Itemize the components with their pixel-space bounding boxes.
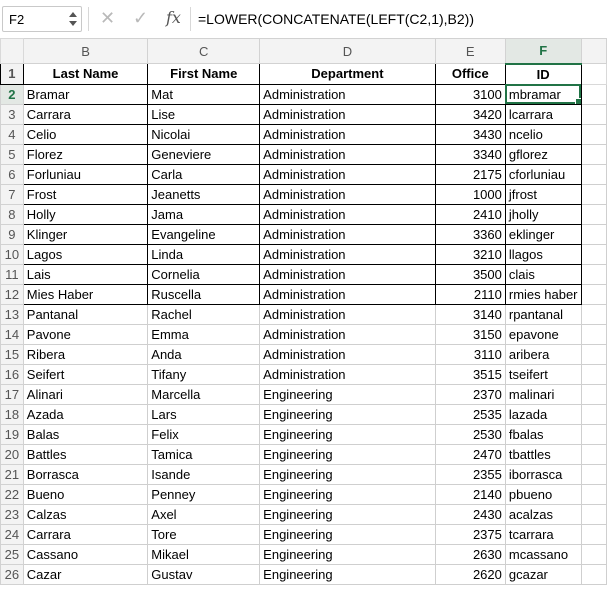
formula-bar-divider — [88, 7, 89, 31]
column-header-empty[interactable] — [581, 39, 607, 64]
table-row — [1, 344, 607, 364]
header-cell[interactable]: ID — [505, 64, 581, 85]
office-cell[interactable]: 2110 — [435, 284, 505, 304]
office-cell[interactable]: 3500 — [435, 264, 505, 284]
empty-cell[interactable] — [581, 284, 607, 304]
row-header[interactable]: 14 — [1, 324, 24, 344]
office-cell[interactable]: 2470 — [435, 444, 505, 464]
spreadsheet-grid — [0, 38, 607, 585]
row-header[interactable]: 16 — [1, 364, 24, 384]
last-name-cell[interactable]: Alinari — [23, 384, 148, 404]
empty-cell[interactable] — [581, 304, 607, 324]
row-header[interactable]: 6 — [1, 164, 24, 184]
department-cell[interactable]: Engineering — [260, 384, 435, 404]
department-cell[interactable]: Administration — [260, 184, 435, 204]
header-cell[interactable]: Office — [435, 64, 505, 85]
id-cell[interactable]: pbueno — [505, 484, 581, 504]
row-header[interactable]: 15 — [1, 344, 24, 364]
row-header[interactable]: 19 — [1, 424, 24, 444]
first-name-cell[interactable]: Marcella — [148, 384, 260, 404]
row-header[interactable]: 20 — [1, 444, 24, 464]
last-name-cell[interactable]: Celio — [23, 124, 148, 144]
last-name-cell[interactable]: Lais — [23, 264, 148, 284]
row-header[interactable]: 22 — [1, 484, 24, 504]
office-cell[interactable]: 2355 — [435, 464, 505, 484]
office-cell[interactable]: 2535 — [435, 404, 505, 424]
office-cell[interactable]: 3100 — [435, 84, 505, 104]
empty-cell[interactable] — [581, 544, 607, 564]
empty-cell[interactable] — [581, 64, 607, 85]
name-box-value: F2 — [9, 12, 25, 27]
row-header[interactable]: 11 — [1, 264, 24, 284]
office-cell[interactable]: 3110 — [435, 344, 505, 364]
office-cell[interactable]: 3360 — [435, 224, 505, 244]
table-row — [1, 404, 607, 424]
name-box[interactable] — [2, 6, 82, 32]
id-cell[interactable]: tseifert — [505, 364, 581, 384]
column-header[interactable]: D — [260, 39, 435, 64]
formula-bar — [0, 0, 607, 39]
id-cell[interactable]: malinari — [505, 384, 581, 404]
table-row — [1, 564, 607, 584]
id-cell[interactable]: tbattles — [505, 444, 581, 464]
last-name-cell[interactable]: Forluniau — [23, 164, 148, 184]
first-name-cell[interactable]: Evangeline — [148, 224, 260, 244]
office-cell[interactable]: 3140 — [435, 304, 505, 324]
table-row — [1, 224, 607, 244]
first-name-cell[interactable]: Penney — [148, 484, 260, 504]
table-row — [1, 384, 607, 404]
office-cell[interactable]: 1000 — [435, 184, 505, 204]
empty-cell[interactable] — [581, 84, 607, 104]
last-name-cell[interactable]: Cassano — [23, 544, 148, 564]
first-name-cell[interactable]: Anda — [148, 344, 260, 364]
office-cell[interactable]: 2375 — [435, 524, 505, 544]
id-cell[interactable]: rpantanal — [505, 304, 581, 324]
id-cell[interactable]: eklinger — [505, 224, 581, 244]
id-cell[interactable]: mcassano — [505, 544, 581, 564]
insert-function-icon[interactable]: fx — [166, 8, 181, 27]
empty-cell[interactable] — [581, 384, 607, 404]
row-header[interactable]: 5 — [1, 144, 24, 164]
id-cell[interactable]: jholly — [505, 204, 581, 224]
table-row — [1, 124, 607, 144]
id-cell[interactable]: acalzas — [505, 504, 581, 524]
department-cell[interactable]: Engineering — [260, 504, 435, 524]
last-name-cell[interactable]: Battles — [23, 444, 148, 464]
department-cell[interactable]: Administration — [260, 284, 435, 304]
row-header[interactable]: 21 — [1, 464, 24, 484]
department-cell[interactable]: Administration — [260, 104, 435, 124]
id-cell[interactable]: epavone — [505, 324, 581, 344]
row-header[interactable]: 4 — [1, 124, 24, 144]
table-row — [1, 364, 607, 384]
office-cell[interactable]: 3150 — [435, 324, 505, 344]
table-row — [1, 284, 607, 304]
table-row — [1, 264, 607, 284]
empty-cell[interactable] — [581, 164, 607, 184]
empty-cell[interactable] — [581, 144, 607, 164]
id-cell[interactable]: clais — [505, 264, 581, 284]
first-name-cell[interactable]: Mat — [148, 84, 260, 104]
last-name-cell[interactable]: Florez — [23, 144, 148, 164]
id-cell[interactable]: lazada — [505, 404, 581, 424]
empty-cell[interactable] — [581, 444, 607, 464]
row-header[interactable]: 12 — [1, 284, 24, 304]
last-name-cell[interactable]: Seifert — [23, 364, 148, 384]
row-header[interactable]: 18 — [1, 404, 24, 424]
empty-cell[interactable] — [581, 464, 607, 484]
row-header[interactable]: 8 — [1, 204, 24, 224]
id-cell[interactable]: fbalas — [505, 424, 581, 444]
row-header[interactable]: 26 — [1, 564, 24, 584]
department-cell[interactable]: Administration — [260, 364, 435, 384]
department-cell[interactable]: Administration — [260, 144, 435, 164]
id-cell[interactable]: aribera — [505, 344, 581, 364]
table-row — [1, 464, 607, 484]
row-header[interactable]: 25 — [1, 544, 24, 564]
id-cell[interactable]: cforluniau — [505, 164, 581, 184]
department-cell[interactable]: Engineering — [260, 544, 435, 564]
empty-cell[interactable] — [581, 564, 607, 584]
last-name-cell[interactable]: Carrara — [23, 524, 148, 544]
office-cell[interactable]: 3340 — [435, 144, 505, 164]
department-cell[interactable]: Administration — [260, 224, 435, 244]
last-name-cell[interactable]: Cazar — [23, 564, 148, 584]
row-header[interactable]: 10 — [1, 244, 24, 264]
first-name-cell[interactable]: Mikael — [148, 544, 260, 564]
first-name-cell[interactable]: Jama — [148, 204, 260, 224]
first-name-cell[interactable]: Carla — [148, 164, 260, 184]
id-cell[interactable]: gflorez — [505, 144, 581, 164]
office-cell[interactable]: 2620 — [435, 564, 505, 584]
empty-cell[interactable] — [581, 264, 607, 284]
id-cell[interactable]: tcarrara — [505, 524, 581, 544]
column-header-row — [1, 39, 607, 64]
department-cell[interactable]: Administration — [260, 344, 435, 364]
first-name-cell[interactable]: Tamica — [148, 444, 260, 464]
row-header[interactable]: 13 — [1, 304, 24, 324]
id-cell[interactable]: gcazar — [505, 564, 581, 584]
first-name-cell[interactable]: Tifany — [148, 364, 260, 384]
column-header[interactable]: B — [23, 39, 148, 64]
fill-handle[interactable] — [575, 98, 582, 105]
formula-bar-divider — [190, 7, 191, 31]
department-cell[interactable]: Engineering — [260, 564, 435, 584]
empty-cell[interactable] — [581, 404, 607, 424]
first-name-cell[interactable]: Emma — [148, 324, 260, 344]
empty-cell[interactable] — [581, 204, 607, 224]
table-row — [1, 104, 607, 124]
table-row — [1, 444, 607, 464]
table-row — [1, 484, 607, 504]
department-cell[interactable]: Administration — [260, 324, 435, 344]
department-cell[interactable]: Administration — [260, 244, 435, 264]
last-name-cell[interactable]: Azada — [23, 404, 148, 424]
first-name-cell[interactable]: Ruscella — [148, 284, 260, 304]
department-cell[interactable]: Engineering — [260, 444, 435, 464]
id-cell[interactable]: jfrost — [505, 184, 581, 204]
table-row — [1, 204, 607, 224]
table-row — [1, 244, 607, 264]
last-name-cell[interactable]: Ribera — [23, 344, 148, 364]
empty-cell[interactable] — [581, 484, 607, 504]
table-row — [1, 144, 607, 164]
select-all-corner[interactable] — [1, 39, 24, 64]
first-name-cell[interactable]: Nicolai — [148, 124, 260, 144]
table-row — [1, 524, 607, 544]
department-cell[interactable]: Administration — [260, 164, 435, 184]
row-header[interactable]: 9 — [1, 224, 24, 244]
empty-cell[interactable] — [581, 424, 607, 444]
department-cell[interactable]: Engineering — [260, 424, 435, 444]
empty-cell[interactable] — [581, 524, 607, 544]
selected-cell[interactable]: mbramar — [505, 84, 581, 104]
empty-cell[interactable] — [581, 184, 607, 204]
table-row — [1, 544, 607, 564]
name-box-dropdown-icon[interactable] — [68, 9, 78, 29]
cancel-icon[interactable]: ✕ — [100, 8, 116, 28]
office-cell[interactable]: 3210 — [435, 244, 505, 264]
first-name-cell[interactable]: Jeanetts — [148, 184, 260, 204]
last-name-cell[interactable]: Borrasca — [23, 464, 148, 484]
department-cell[interactable]: Administration — [260, 264, 435, 284]
row-header[interactable]: 17 — [1, 384, 24, 404]
table-row — [1, 84, 607, 104]
office-cell[interactable]: 2430 — [435, 504, 505, 524]
last-name-cell[interactable]: Lagos — [23, 244, 148, 264]
empty-cell[interactable] — [581, 504, 607, 524]
formula-input[interactable]: =LOWER(CONCATENATE(LEFT(C2,1),B2)) — [198, 11, 475, 27]
table-header-row — [1, 64, 607, 85]
row-header[interactable]: 1 — [1, 64, 24, 85]
department-cell[interactable]: Administration — [260, 124, 435, 144]
first-name-cell[interactable]: Felix — [148, 424, 260, 444]
first-name-cell[interactable]: Lise — [148, 104, 260, 124]
column-header[interactable]: E — [435, 39, 505, 64]
last-name-cell[interactable]: Calzas — [23, 504, 148, 524]
department-cell[interactable]: Administration — [260, 84, 435, 104]
id-cell[interactable]: rmies haber — [505, 284, 581, 304]
last-name-cell[interactable]: Pavone — [23, 324, 148, 344]
sheet-table — [0, 38, 607, 585]
id-cell[interactable]: ncelio — [505, 124, 581, 144]
row-header[interactable]: 7 — [1, 184, 24, 204]
last-name-cell[interactable]: Pantanal — [23, 304, 148, 324]
office-cell[interactable]: 2175 — [435, 164, 505, 184]
department-cell[interactable]: Engineering — [260, 484, 435, 504]
table-row — [1, 304, 607, 324]
empty-cell[interactable] — [581, 124, 607, 144]
last-name-cell[interactable]: Balas — [23, 424, 148, 444]
last-name-cell[interactable]: Klinger — [23, 224, 148, 244]
first-name-cell[interactable]: Axel — [148, 504, 260, 524]
row-header[interactable]: 23 — [1, 504, 24, 524]
column-header[interactable]: C — [148, 39, 260, 64]
first-name-cell[interactable]: Linda — [148, 244, 260, 264]
header-cell[interactable]: Last Name — [23, 64, 148, 85]
enter-icon[interactable]: ✓ — [133, 8, 149, 28]
header-cell[interactable]: First Name — [148, 64, 260, 85]
table-row — [1, 184, 607, 204]
first-name-cell[interactable]: Cornelia — [148, 264, 260, 284]
last-name-cell[interactable]: Bramar — [23, 84, 148, 104]
id-cell[interactable]: iborrasca — [505, 464, 581, 484]
table-row — [1, 504, 607, 524]
table-row — [1, 424, 607, 444]
table-row — [1, 324, 607, 344]
first-name-cell[interactable]: Tore — [148, 524, 260, 544]
last-name-cell[interactable]: Mies Haber — [23, 284, 148, 304]
department-cell[interactable]: Engineering — [260, 464, 435, 484]
last-name-cell[interactable]: Carrara — [23, 104, 148, 124]
first-name-cell[interactable]: Rachel — [148, 304, 260, 324]
id-cell[interactable]: llagos — [505, 244, 581, 264]
department-cell[interactable]: Engineering — [260, 524, 435, 544]
office-cell[interactable]: 3430 — [435, 124, 505, 144]
last-name-cell[interactable]: Bueno — [23, 484, 148, 504]
department-cell[interactable]: Administration — [260, 304, 435, 324]
first-name-cell[interactable]: Gustav — [148, 564, 260, 584]
office-cell[interactable]: 2530 — [435, 424, 505, 444]
column-header-active[interactable]: F — [505, 39, 581, 64]
row-header[interactable]: 3 — [1, 104, 24, 124]
empty-cell[interactable] — [581, 244, 607, 264]
empty-cell[interactable] — [581, 104, 607, 124]
office-cell[interactable]: 2140 — [435, 484, 505, 504]
row-header[interactable]: 24 — [1, 524, 24, 544]
first-name-cell[interactable]: Lars — [148, 404, 260, 424]
empty-cell[interactable] — [581, 224, 607, 244]
row-header[interactable]: 2 — [1, 84, 24, 104]
id-cell[interactable]: lcarrara — [505, 104, 581, 124]
office-cell[interactable]: 2410 — [435, 204, 505, 224]
last-name-cell[interactable]: Holly — [23, 204, 148, 224]
empty-cell[interactable] — [581, 364, 607, 384]
empty-cell[interactable] — [581, 324, 607, 344]
first-name-cell[interactable]: Isande — [148, 464, 260, 484]
office-cell[interactable]: 3420 — [435, 104, 505, 124]
empty-cell[interactable] — [581, 344, 607, 364]
office-cell[interactable]: 2630 — [435, 544, 505, 564]
last-name-cell[interactable]: Frost — [23, 184, 148, 204]
table-row — [1, 164, 607, 184]
office-cell[interactable]: 2370 — [435, 384, 505, 404]
department-cell[interactable]: Administration — [260, 204, 435, 224]
header-cell[interactable]: Department — [260, 64, 435, 85]
office-cell[interactable]: 3515 — [435, 364, 505, 384]
first-name-cell[interactable]: Geneviere — [148, 144, 260, 164]
department-cell[interactable]: Engineering — [260, 404, 435, 424]
